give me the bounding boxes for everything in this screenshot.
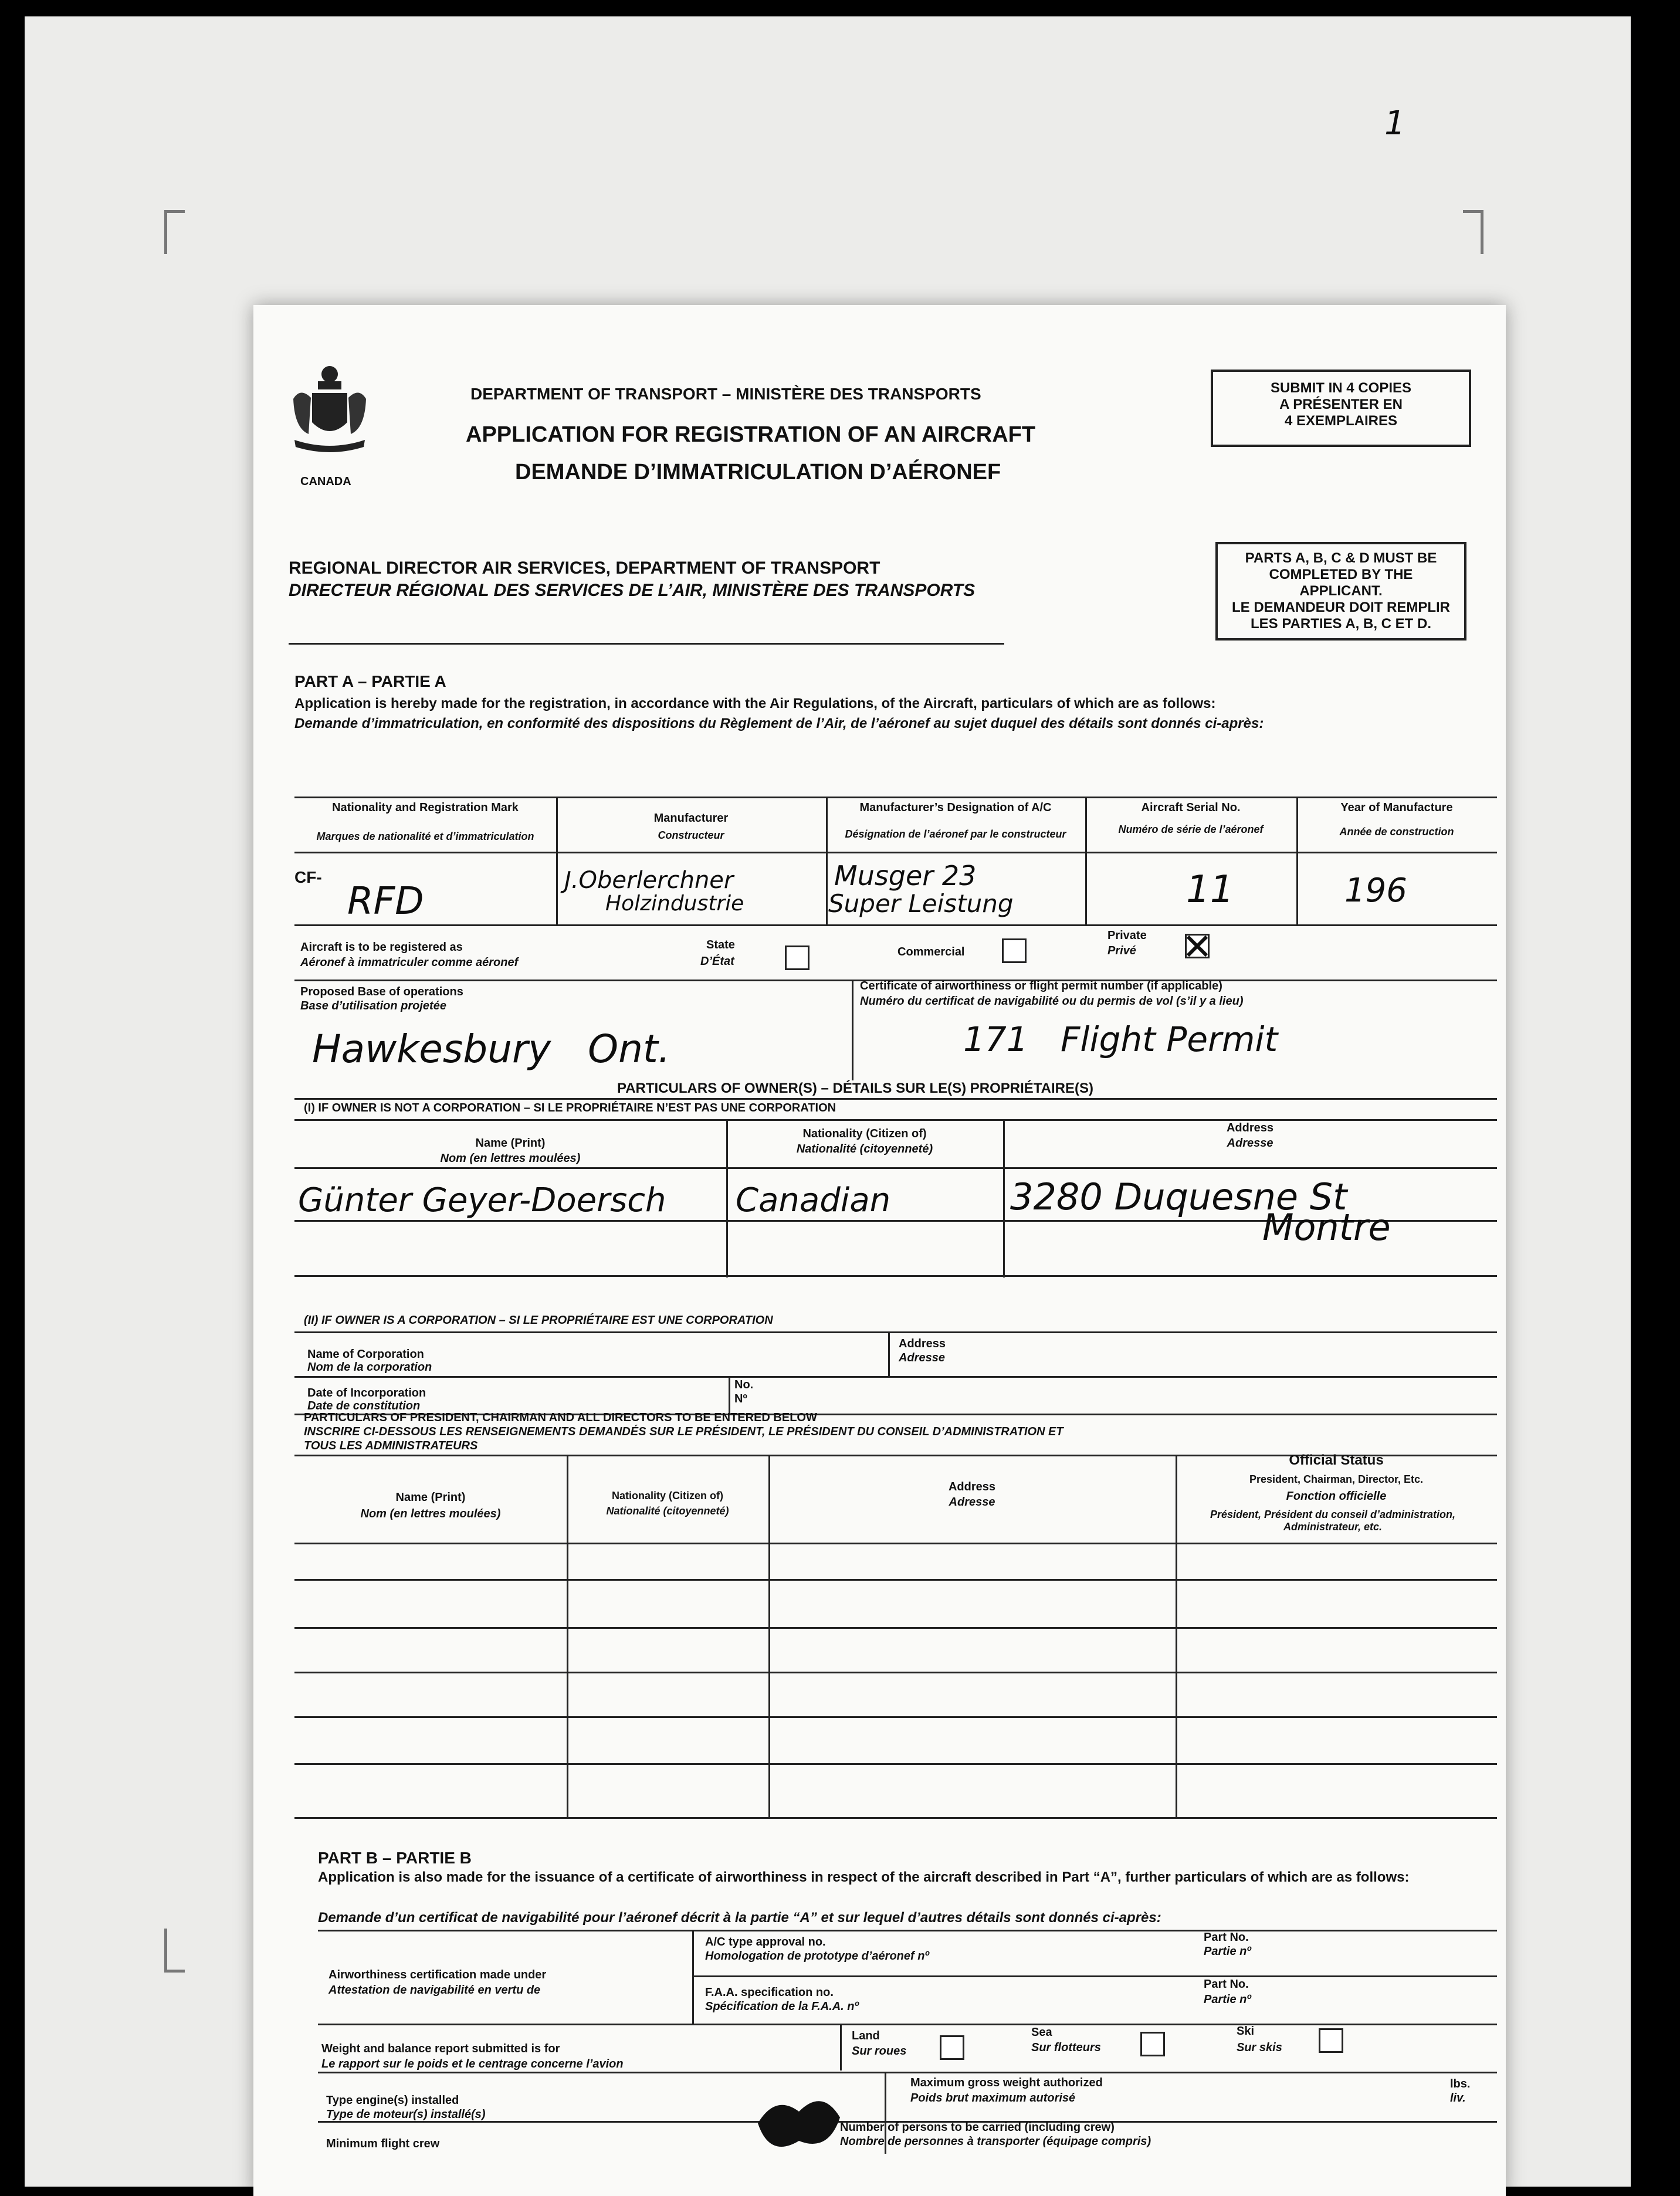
registered-as-fr: Aéronef à immatriculer comme aéronef xyxy=(300,956,519,969)
country-label: CANADA xyxy=(300,475,351,488)
table-divider xyxy=(1085,797,1087,924)
page-mark: 1 xyxy=(1384,104,1405,143)
dir-col-status-en: Official Status xyxy=(1289,1452,1384,1468)
cert-label-fr: Numéro du certificat de navigabilité ou du permis de vol (s’il y a lieu) xyxy=(860,995,1244,1008)
crop-mark xyxy=(164,1929,185,1973)
wb-fr: Le rapport sur le poids et le centrage concerne l’avion xyxy=(321,2058,624,2070)
table-divider xyxy=(826,797,828,924)
crop-mark xyxy=(164,210,185,254)
serial-value: 11 xyxy=(1186,868,1234,911)
persons-en: Number of persons to be carried (including crew) xyxy=(840,2121,1115,2134)
base-label-en: Proposed Base of operations xyxy=(300,985,463,998)
table-rule xyxy=(294,924,1497,926)
table-rule xyxy=(294,797,1497,798)
private-label-fr: Privé xyxy=(1107,944,1136,957)
check-x-icon xyxy=(1187,936,1208,957)
lbs-label: lbs. xyxy=(1450,2078,1471,2090)
not-corporation-heading: (I) IF OWNER IS NOT A CORPORATION – SI LE PROPRIÉTAIRE N’EST PAS UNE CORPORATION xyxy=(304,1102,836,1114)
cf-prefix: CF- xyxy=(294,868,322,886)
dir-col-addr-fr: Adresse xyxy=(949,1496,995,1509)
parts-line: LES PARTIES A, B, C ET D. xyxy=(1250,616,1432,632)
table-rule xyxy=(318,1930,1497,1931)
dir-col-status-fr2: Président, Président du conseil d’administration, Administrateur, etc. xyxy=(1210,1509,1456,1533)
col-serial-fr: Numéro de série de l’aéronef xyxy=(1118,824,1264,835)
table-row-rule xyxy=(294,1579,1497,1581)
aw-cert-en: Airworthiness certification made under xyxy=(328,1968,547,1981)
designation-value: Super Leistung xyxy=(828,889,1014,918)
part-b-intro-en: Application is also made for the issuance of a certificate of airworthiness in respect of the aircraft described in Part “A”, further particulars of which are as follows: xyxy=(318,1869,1410,1885)
regional-director-en: REGIONAL DIRECTOR AIR SERVICES, DEPARTMENT OF TRANSPORT xyxy=(289,558,880,578)
commercial-checkbox[interactable] xyxy=(1002,938,1027,963)
directors-line: PARTICULARS OF PRESIDENT, CHAIRMAN AND ALL DIRECTORS TO BE ENTERED BELOW xyxy=(304,1411,817,1424)
sea-fr: Sur flotteurs xyxy=(1031,2041,1101,2054)
sea-en: Sea xyxy=(1031,2026,1052,2039)
cert-label-en: Certificate of airworthiness or flight permit number (if applicable) xyxy=(860,980,1222,992)
sea-checkbox[interactable] xyxy=(1140,2032,1165,2056)
part-no-en: Part No. xyxy=(1204,1978,1249,1991)
col-manufacturer-fr: Constructeur xyxy=(658,829,724,841)
table-divider xyxy=(852,980,853,1080)
dir-col-name-en: Name (Print) xyxy=(395,1491,466,1504)
state-label-fr: D’État xyxy=(700,955,734,968)
corp-no-en: No. xyxy=(734,1378,754,1391)
col-designation-en: Manufacturer’s Designation of A/C xyxy=(859,801,1052,814)
part-b-intro-fr: Demande d’un certificat de navigabilité pour l’aéronef décrit à la partie “A” et sur lequel d’autres détails sont donnés ci-après: xyxy=(318,1910,1161,1926)
dir-col-status-en2: President, Chairman, Director, Etc. xyxy=(1249,1473,1424,1485)
col-mark-en: Nationality and Registration Mark xyxy=(332,801,519,814)
owner-col-nat-en: Nationality (Citizen of) xyxy=(802,1127,927,1140)
submit-line: 4 EXEMPLAIRES xyxy=(1284,413,1398,429)
ac-type-en: A/C type approval no. xyxy=(705,1936,826,1948)
table-divider xyxy=(840,2024,842,2070)
table-rule xyxy=(318,2072,1497,2073)
crew-en: Minimum flight crew xyxy=(326,2137,440,2150)
table-divider xyxy=(729,1376,730,1415)
private-label-en: Private xyxy=(1107,929,1147,942)
parts-line: PARTS A, B, C & D MUST BE xyxy=(1245,550,1437,566)
ac-type-fr: Homologation de prototype d’aéronef nº xyxy=(705,1950,929,1963)
coat-of-arms-icon xyxy=(289,364,371,463)
department-heading: DEPARTMENT OF TRANSPORT – MINISTÈRE DES TRANSPORTS xyxy=(470,385,981,403)
part-a-intro-en: Application is hereby made for the registration, in accordance with the Air Regulations, of the Aircraft, particulars of which are as follows: xyxy=(294,696,1216,711)
table-rule xyxy=(294,1119,1497,1121)
table-row-rule xyxy=(294,1716,1497,1718)
col-mark-fr: Marques de nationalité et d’immatriculation xyxy=(316,831,534,842)
submit-line: A PRÉSENTER EN xyxy=(1279,396,1403,412)
table-row-rule xyxy=(294,1672,1497,1673)
private-checkbox[interactable] xyxy=(1185,934,1210,958)
liv-label: liv. xyxy=(1450,2092,1466,2104)
address-line xyxy=(289,643,1004,645)
col-year-fr: Année de construction xyxy=(1339,826,1454,838)
corporation-heading: (II) IF OWNER IS A CORPORATION – SI LE PROPRIÉTAIRE EST UNE CORPORATION xyxy=(304,1314,773,1327)
commercial-label: Commercial xyxy=(897,946,965,958)
submit-line: SUBMIT IN 4 COPIES xyxy=(1270,380,1412,396)
corp-no-fr: Nº xyxy=(734,1392,747,1405)
engine-en: Type engine(s) installed xyxy=(326,2094,459,2107)
owner-col-nat-fr: Nationalité (citoyenneté) xyxy=(796,1143,933,1155)
table-divider xyxy=(888,1331,890,1376)
table-rule xyxy=(294,1167,1497,1169)
table-rule xyxy=(318,2024,1497,2025)
state-label-en: State xyxy=(706,938,735,951)
table-rule xyxy=(294,1376,1497,1378)
faa-en: F.A.A. specification no. xyxy=(705,1986,834,1999)
part-no-fr: Partie nº xyxy=(1204,1945,1251,1958)
cert-value: 171 Flight Permit xyxy=(963,1019,1278,1059)
submit-copies-box xyxy=(1211,370,1471,447)
dir-col-nat-fr: Nationalité (citoyenneté) xyxy=(606,1505,729,1517)
state-checkbox[interactable] xyxy=(785,946,809,970)
year-value: 196 xyxy=(1344,872,1407,910)
table-row-rule xyxy=(294,1817,1497,1819)
part-no-fr: Partie nº xyxy=(1204,1993,1251,2006)
faa-fr: Spécification de la F.A.A. nº xyxy=(705,2000,859,2013)
directors-line: INSCRIRE CI-DESSOUS LES RENSEIGNEMENTS DEMANDÉS SUR LE PRÉSIDENT, LE PRÉSIDENT DU CONSEIL D’ADMINISTRATION ET xyxy=(304,1425,1063,1438)
parts-line: LE DEMANDEUR DOIT REMPLIR xyxy=(1232,599,1450,615)
dir-col-addr-en: Address xyxy=(948,1480,996,1493)
corp-address-en: Address xyxy=(899,1337,946,1350)
corp-name-fr: Nom de la corporation xyxy=(307,1361,432,1374)
owner-nationality-value: Canadian xyxy=(736,1181,891,1219)
persons-fr: Nombre de personnes à transporter (équipage compris) xyxy=(840,2135,1151,2148)
part-no-en: Part No. xyxy=(1204,1931,1249,1944)
title-fr: DEMANDE D’IMMATRICULATION D’AÉRONEF xyxy=(515,460,1001,484)
dir-col-nat-en: Nationality (Citizen of) xyxy=(612,1490,723,1502)
corp-date-fr: Date de constitution xyxy=(307,1399,421,1412)
col-year-en: Year of Manufacture xyxy=(1340,801,1453,814)
designation-value: Musger 23 xyxy=(834,860,977,892)
owner-address-value: 3280 Duquesne St xyxy=(1010,1175,1347,1218)
wb-en: Weight and balance report submitted is for xyxy=(321,2042,560,2055)
owners-heading: PARTICULARS OF OWNER(S) – DÉTAILS SUR LE(S) PROPRIÉTAIRE(S) xyxy=(617,1080,1094,1096)
mgw-fr: Poids brut maximum autorisé xyxy=(910,2092,1076,2104)
corp-date-en: Date of Incorporation xyxy=(307,1387,426,1399)
owner-name-value: Günter Geyer-Doersch xyxy=(298,1181,666,1219)
col-designation-fr: Désignation de l’aéronef par le constructeur xyxy=(845,828,1066,840)
parts-line: APPLICANT. xyxy=(1299,583,1383,599)
owner-col-addr-fr: Adresse xyxy=(1227,1137,1273,1150)
base-label-fr: Base d’utilisation projetée xyxy=(300,999,446,1012)
registration-mark-value: RFD xyxy=(347,880,424,923)
ski-en: Ski xyxy=(1237,2025,1255,2038)
dir-col-status-fr: Fonction officielle xyxy=(1286,1490,1387,1503)
owner-address-value: Montre xyxy=(1262,1206,1391,1249)
part-b-heading: PART B – PARTIE B xyxy=(318,1849,472,1867)
part-a-intro-fr: Demande d’immatriculation, en conformité des dispositions du Règlement de l’Air, de l’aéronef au sujet duquel des détails sont donnés ci-après: xyxy=(294,716,1264,731)
owner-col-addr-en: Address xyxy=(1226,1121,1274,1134)
corp-name-en: Name of Corporation xyxy=(307,1348,424,1361)
table-rule xyxy=(294,1275,1497,1277)
owner-col-name-fr: Nom (en lettres moulées) xyxy=(440,1152,581,1165)
directors-line: TOUS LES ADMINISTRATEURS xyxy=(304,1439,478,1452)
owner-col-name-en: Name (Print) xyxy=(475,1137,546,1150)
col-serial-en: Aircraft Serial No. xyxy=(1141,801,1241,814)
title-en: APPLICATION FOR REGISTRATION OF AN AIRCRAFT xyxy=(466,422,1036,447)
aw-cert-fr: Attestation de navigabilité en vertu de xyxy=(328,1984,541,1997)
corp-address-fr: Adresse xyxy=(899,1351,945,1364)
part-a-heading: PART A – PARTIE A xyxy=(294,672,446,690)
land-checkbox[interactable] xyxy=(940,2035,964,2060)
col-manufacturer-en: Manufacturer xyxy=(653,812,729,825)
table-row-rule xyxy=(294,1627,1497,1629)
land-fr: Sur roues xyxy=(852,2045,907,2058)
table-rule xyxy=(294,1098,1497,1100)
mgw-en: Maximum gross weight authorized xyxy=(910,2076,1103,2089)
table-row-rule xyxy=(294,1763,1497,1765)
parts-required-box xyxy=(1215,542,1466,640)
table-rule xyxy=(294,852,1497,853)
ski-fr: Sur skis xyxy=(1237,2041,1282,2054)
ski-checkbox[interactable] xyxy=(1319,2028,1343,2053)
land-en: Land xyxy=(852,2029,880,2042)
table-rule xyxy=(692,1975,1497,1977)
engine-fr: Type de moteur(s) installé(s) xyxy=(326,2108,486,2121)
table-row-rule xyxy=(294,1543,1497,1544)
manufacturer-value: J.Oberlerchner xyxy=(564,867,734,894)
form-page xyxy=(253,305,1506,2196)
parts-line: COMPLETED BY THE xyxy=(1269,567,1413,582)
table-rule xyxy=(294,1331,1497,1333)
regional-director-fr: DIRECTEUR RÉGIONAL DES SERVICES DE L’AIR, MINISTÈRE DES TRANSPORTS xyxy=(289,581,976,600)
crop-mark xyxy=(1463,210,1483,254)
registered-as-en: Aircraft is to be registered as xyxy=(300,941,463,954)
manufacturer-value: Holzindustrie xyxy=(605,892,744,916)
dir-col-name-fr: Nom (en lettres moulées) xyxy=(360,1507,501,1520)
base-value: Hawkesbury Ont. xyxy=(312,1026,670,1072)
table-divider xyxy=(1296,797,1298,924)
ink-blot-icon xyxy=(752,2088,846,2158)
